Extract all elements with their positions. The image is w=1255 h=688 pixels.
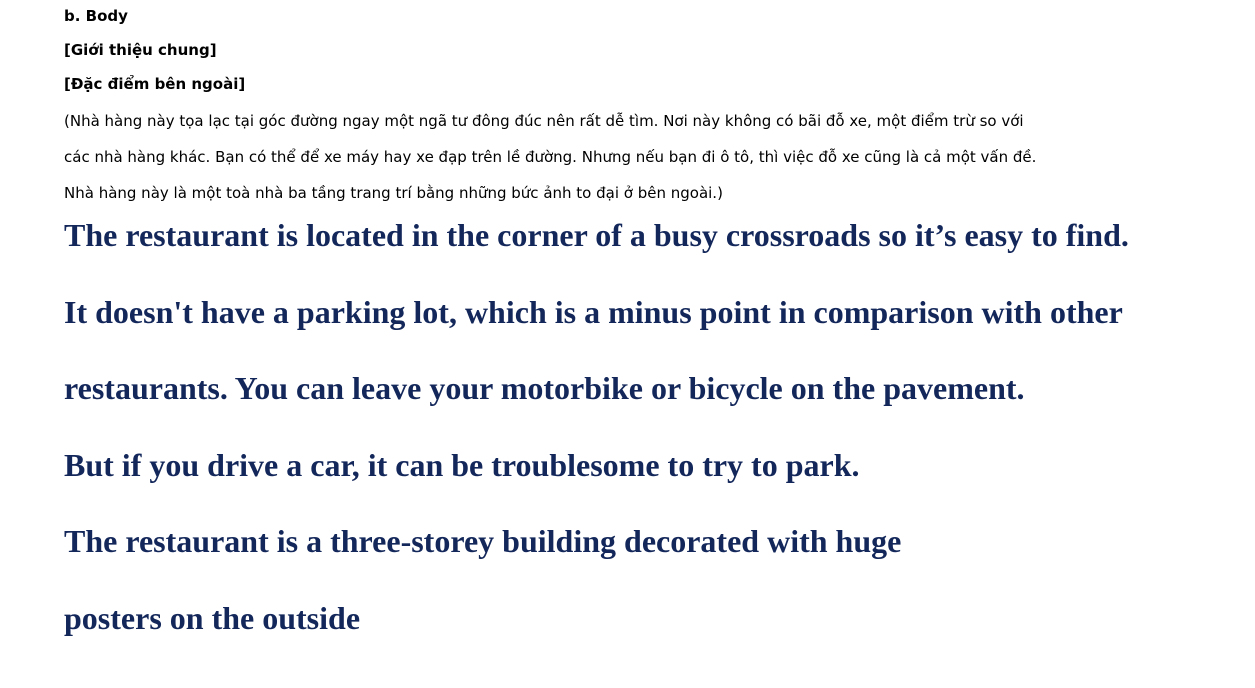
english-paragraph <box>64 197 1244 656</box>
english-line: The restaurant is a three-storey building decorated with huge <box>64 523 902 559</box>
vietnamese-line: Nhà hàng này là một toà nhà ba tầng trang trí bằng những bức ảnh to đại ở bên ngoài.) <box>64 184 723 202</box>
english-line: It doesn't have a parking lot, which is a minus point in comparison with other <box>64 293 1123 330</box>
heading-exterior-features: [Đặc điểm bên ngoài] <box>64 75 246 93</box>
vietnamese-line: (Nhà hàng này tọa lạc tại góc đường ngay một ngã tư đông đúc nên rất dễ tìm. Nơi này không có bãi đỗ xe, một điểm trừ so với <box>64 112 1024 130</box>
english-line: But if you drive a car, it can be troublesome to try to park. <box>64 446 860 483</box>
vietnamese-paragraph <box>64 103 1244 211</box>
english-line: posters on the outside <box>64 599 361 636</box>
heading-general-intro: [Giới thiệu chung] <box>64 41 217 59</box>
section-title: b. Body <box>64 7 128 25</box>
english-line: The restaurant is located in the corner of a busy crossroads so it’s easy to find. <box>64 217 1129 253</box>
document-body <box>64 0 1244 656</box>
vietnamese-line: các nhà hàng khác. Bạn có thể để xe máy hay xe đạp trên lề đường. Nhưng nếu bạn đi ô tô, thì việc đỗ xe cũng là cả một vấn đề. <box>64 148 1037 166</box>
english-line: restaurants. You can leave your motorbike or bicycle on the pavement. <box>64 370 1025 406</box>
